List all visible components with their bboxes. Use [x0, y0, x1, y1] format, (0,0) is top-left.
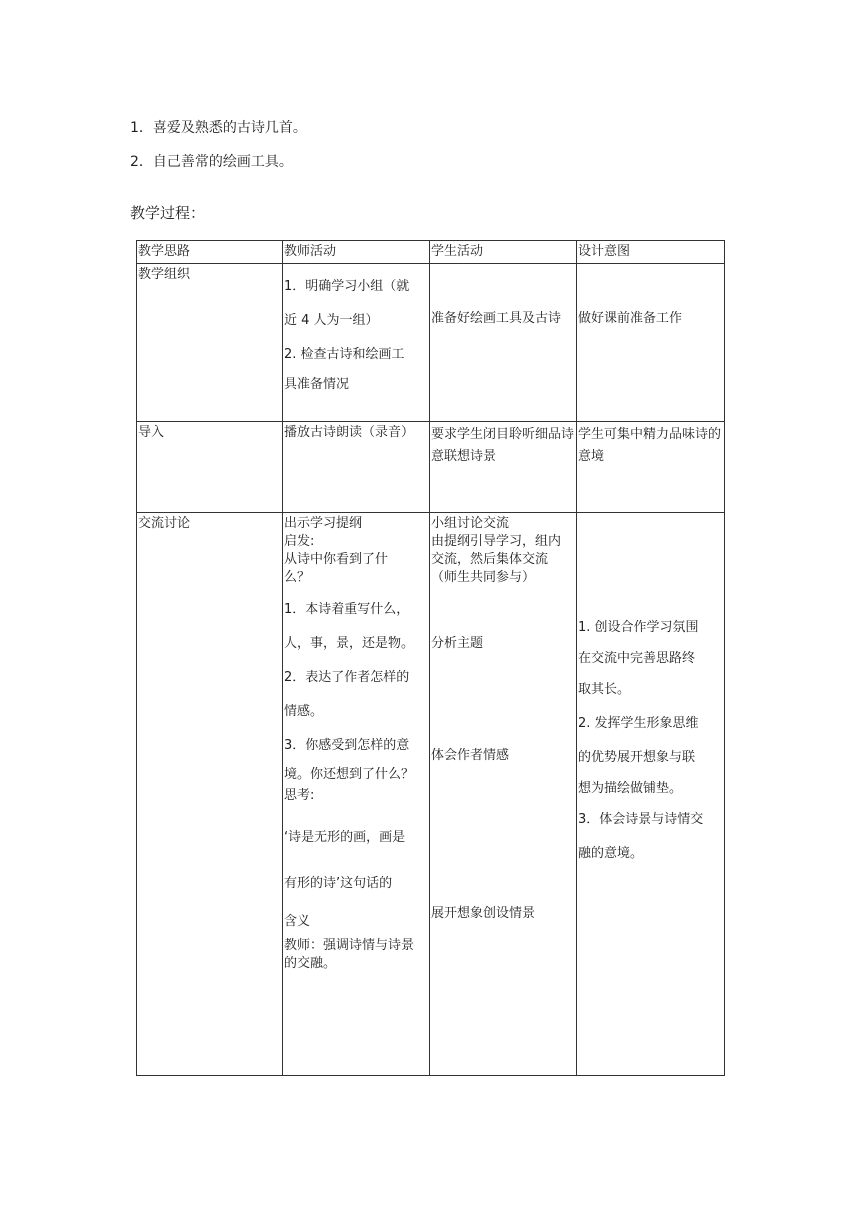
intent-cell	[577, 264, 725, 422]
cell-line: 2. 发挥学生形象思维	[578, 716, 699, 731]
cell-line: 的交融。	[284, 956, 337, 971]
stage-cell: 交流讨论	[137, 513, 283, 1076]
cell-line: 2. 检查古诗和绘画工	[284, 347, 405, 362]
teacher-cell: 播放古诗朗读（录音）	[283, 422, 430, 513]
cell-line: 交流，然后集体交流	[431, 552, 549, 567]
cell-line: 教师：强调诗情与诗景	[284, 938, 415, 953]
cell-line: 启发:	[284, 534, 315, 549]
intent-cell: 学生可集中精力品味诗的意境	[577, 422, 725, 513]
teacher-cell	[283, 513, 430, 1076]
table-row	[137, 513, 725, 1076]
cell-line: 1．本诗着重写什么，	[284, 602, 410, 617]
cell-line: 2．表达了作者怎样的	[284, 670, 410, 685]
cell-line: （师生共同参与）	[431, 570, 536, 585]
cell-text: 做好课前准备工作	[578, 311, 683, 326]
student-cell	[430, 513, 577, 1076]
stage-cell: 教学组织	[137, 264, 283, 422]
cell-line: 在交流中完善思路终	[578, 651, 696, 666]
cell-line: 境。你还想到了什么？	[284, 767, 415, 782]
intent-cell	[577, 513, 725, 1076]
cell-line: 展开想象创设情景	[431, 906, 536, 921]
cell-line: 融的意境。	[578, 846, 644, 861]
cell-line: 由提纲引导学习，组内	[431, 534, 562, 549]
student-cell: 要求学生闭目聆听细品诗意联想诗景	[430, 422, 577, 513]
lesson-plan-table	[136, 240, 725, 1076]
cell-line: 情感。	[284, 704, 324, 719]
cell-line: 想为描绘做铺垫。	[578, 781, 683, 796]
cell-line: 小组讨论交流	[431, 516, 510, 531]
stage-cell: 导入	[137, 422, 283, 513]
table-header-row	[137, 241, 725, 264]
table-row	[137, 422, 725, 513]
cell-line: 1．明确学习小组（就	[284, 279, 410, 294]
teacher-cell	[283, 264, 430, 422]
cell-line: 么？	[284, 570, 311, 585]
header-cell: 学生活动	[430, 241, 577, 264]
cell-line: ‘诗是无形的画，画是	[284, 830, 406, 845]
cell-line: 体会作者情感	[431, 748, 510, 763]
cell-line: 分析主题	[431, 636, 484, 651]
cell-line: 取其长。	[578, 682, 631, 697]
preparation-item-1: 1．喜爱及熟悉的古诗几首。	[130, 120, 307, 136]
cell-line: 思考:	[284, 788, 315, 803]
cell-line: 3．体会诗景与诗情交	[578, 812, 704, 827]
cell-line: 含义	[284, 914, 311, 929]
cell-line: 出示学习提纲	[284, 516, 363, 531]
table-row	[137, 264, 725, 422]
student-cell	[430, 264, 577, 422]
header-cell: 教师活动	[283, 241, 430, 264]
cell-line: 的优势展开想象与联	[578, 750, 696, 765]
cell-line: 从诗中你看到了什	[284, 552, 389, 567]
cell-line: 1. 创设合作学习氛围	[578, 620, 699, 635]
header-cell: 设计意图	[577, 241, 725, 264]
cell-line: 人，事，景，还是物。	[284, 636, 415, 651]
preparation-item-2: 2．自己善常的绘画工具。	[130, 154, 293, 170]
cell-line: 具准备情况	[284, 377, 350, 392]
cell-line: 3．你感受到怎样的意	[284, 738, 410, 753]
cell-line: 近 4 人为一组）	[284, 313, 379, 328]
cell-text: 准备好绘画工具及古诗	[431, 311, 562, 326]
process-heading: 教学过程：	[130, 204, 206, 222]
header-cell: 教学思路	[137, 241, 283, 264]
cell-line: 有形的诗’这句话的	[284, 876, 393, 891]
